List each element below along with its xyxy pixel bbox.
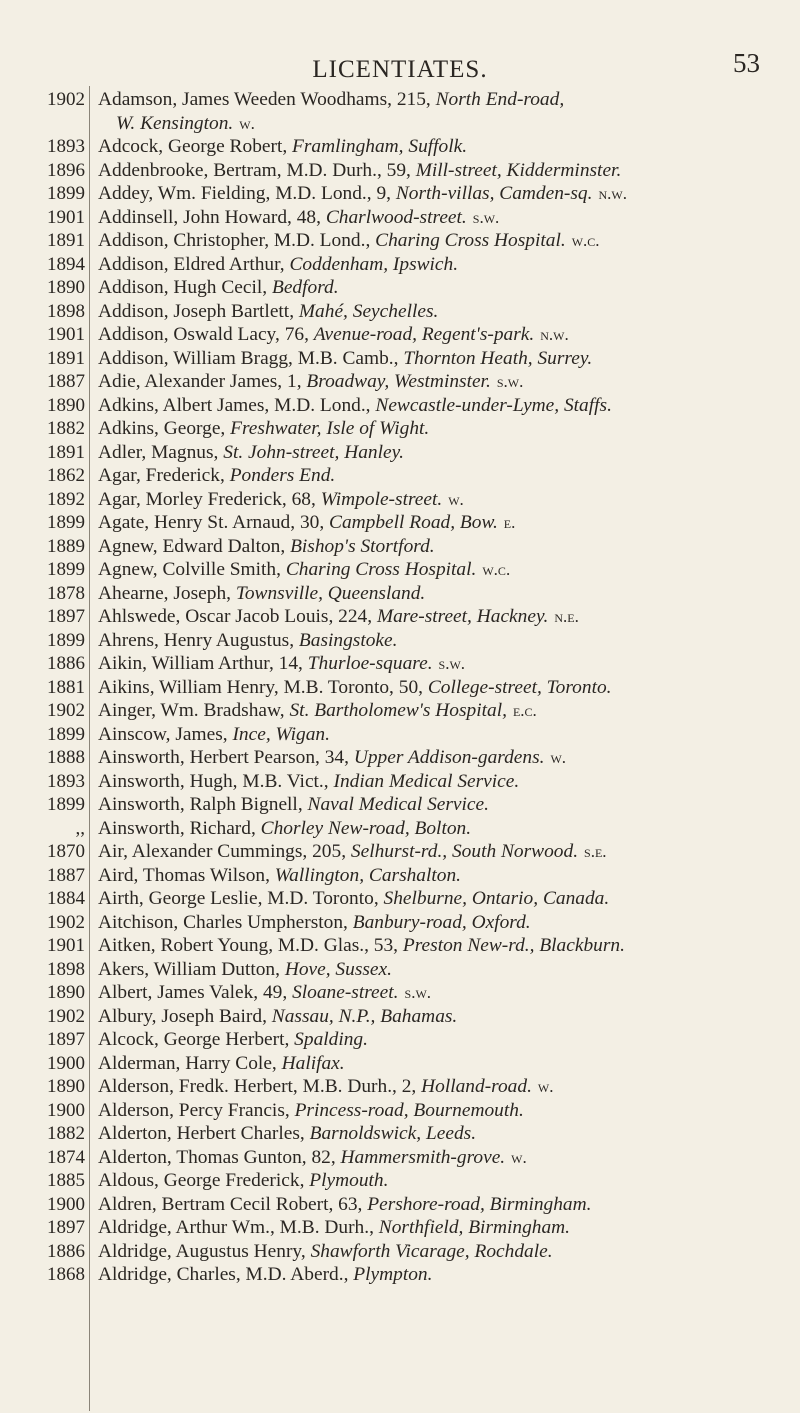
entry-name: Adler, Magnus, bbox=[98, 441, 224, 463]
entry-address: St. John-street, Hanley. bbox=[223, 441, 405, 463]
entry-address: Halifax. bbox=[281, 1052, 345, 1074]
year-cell: 1899 bbox=[47, 723, 85, 745]
year-cell: 1862 bbox=[47, 465, 85, 486]
year-cell: 1900 bbox=[47, 1099, 85, 1121]
entry-row bbox=[98, 253, 788, 277]
entry-name: Alderson, Percy Francis, bbox=[98, 1099, 295, 1121]
entry-address: Holland-road. bbox=[421, 1076, 532, 1097]
year-cell: 1889 bbox=[47, 535, 85, 557]
entry-row bbox=[98, 1099, 788, 1123]
entry-address: Spalding. bbox=[294, 1029, 368, 1050]
entry-address: Campbell Road, Bow. bbox=[329, 512, 498, 533]
entry-address: Coddenham, Ipswich. bbox=[289, 253, 459, 275]
year-cell: 1888 bbox=[47, 747, 85, 768]
year-cell: 1901 bbox=[47, 206, 85, 228]
entry-address: Selhurst-rd., South Norwood. bbox=[350, 841, 579, 862]
entry-row bbox=[98, 1216, 788, 1240]
year-cell: 1897 bbox=[47, 1029, 85, 1050]
entry-row bbox=[98, 840, 788, 864]
entry-address: Broadway, Westminster. bbox=[306, 371, 491, 392]
entry-name: Ahearne, Joseph, bbox=[98, 582, 236, 604]
year-cell: 1899 bbox=[47, 559, 85, 580]
entry-address: Chorley New-road, Bolton. bbox=[260, 817, 472, 839]
entry-name: Adie, Alexander James, 1, bbox=[98, 371, 307, 392]
entry-row bbox=[98, 1075, 788, 1099]
entry-address: Plymouth. bbox=[309, 1170, 389, 1191]
year-cell: 1887 bbox=[47, 864, 85, 886]
entry-row bbox=[98, 582, 788, 606]
year-cell: 1890 bbox=[47, 982, 85, 1003]
entry-row bbox=[98, 770, 788, 794]
entry-name: Agate, Henry St. Arnaud, 30, bbox=[98, 512, 330, 533]
entry-row bbox=[98, 88, 788, 112]
entry-name: Aldridge, Charles, M.D. Aberd., bbox=[98, 1264, 354, 1285]
entry-address: Charing Cross Hospital. bbox=[285, 559, 477, 580]
entry-name: Aldridge, Augustus Henry, bbox=[98, 1240, 311, 1262]
entry-address: Thurloe-square. bbox=[307, 653, 433, 674]
year-cell: 1890 bbox=[47, 394, 85, 416]
entry-row bbox=[98, 135, 788, 159]
entry-district: w. bbox=[448, 489, 464, 509]
year-cell: 1892 bbox=[47, 488, 85, 510]
entry-district: w. bbox=[550, 748, 567, 767]
entry-row bbox=[98, 488, 788, 512]
entry-district: s.w. bbox=[496, 372, 524, 391]
entry-row bbox=[98, 159, 788, 183]
entry-name: Agnew, Colville Smith, bbox=[98, 559, 286, 580]
year-cell: 1868 bbox=[47, 1264, 85, 1285]
entry-address: Shelburne, Ontario, Canada. bbox=[383, 888, 610, 909]
entry-address: Shawforth Vicarage, Rochdale. bbox=[310, 1240, 553, 1262]
year-cell: 1901 bbox=[47, 935, 85, 956]
entry-row bbox=[98, 206, 788, 230]
entry-row bbox=[98, 699, 788, 723]
entry-row bbox=[98, 629, 788, 653]
entry-address: Ince, Wigan. bbox=[232, 723, 330, 745]
entry-district: n.w. bbox=[598, 184, 627, 203]
entry-name: Adamson, James Weeden Woodhams, 215, bbox=[98, 89, 436, 110]
entry-row bbox=[98, 464, 788, 488]
entry-name: Ainsworth, Ralph Bignell, bbox=[98, 794, 308, 815]
year-cell: 1900 bbox=[47, 1052, 85, 1074]
entry-row bbox=[98, 746, 788, 770]
entry-district: s.w. bbox=[438, 654, 466, 673]
year-cell: 1882 bbox=[47, 1123, 85, 1144]
entry-row bbox=[98, 323, 788, 347]
year-cell: 1901 bbox=[47, 324, 85, 345]
entry-address: St. Bartholomew's Hospital, bbox=[289, 700, 507, 721]
entry-address: Bishop's Stortford. bbox=[290, 535, 435, 557]
entry-name: Ainsworth, Herbert Pearson, 34, bbox=[98, 747, 354, 768]
entry-district: w.c. bbox=[482, 560, 511, 579]
entry-row bbox=[98, 958, 788, 982]
year-cell: 1897 bbox=[47, 1217, 85, 1238]
year-cell: 1874 bbox=[47, 1146, 85, 1168]
year-cell: 1887 bbox=[47, 371, 85, 392]
entry-name: Ainscow, James, bbox=[98, 723, 233, 745]
year-cell: 1899 bbox=[47, 629, 85, 651]
entry-row bbox=[98, 511, 788, 535]
entry-name: Ahrens, Henry Augustus, bbox=[98, 629, 299, 651]
entry-name: Addison, Eldred Arthur, bbox=[98, 253, 290, 275]
entry-address: Bedford. bbox=[271, 277, 339, 298]
entry-address: Barnoldswick, Leeds. bbox=[309, 1123, 477, 1144]
entry-row bbox=[98, 1240, 788, 1264]
entry-address: Hove, Sussex. bbox=[284, 958, 392, 980]
entry-name: Agnew, Edward Dalton, bbox=[98, 535, 291, 557]
entry-district: w. bbox=[537, 1077, 554, 1096]
entry-address: Charlwood-street. bbox=[325, 206, 467, 228]
entry-row bbox=[98, 112, 788, 136]
entry-name: Ainsworth, Hugh, M.B. Vict., bbox=[98, 770, 334, 792]
entry-row bbox=[98, 394, 788, 418]
entry-address: Basingstoke. bbox=[298, 629, 398, 651]
entry-row bbox=[98, 276, 788, 300]
entry-district: s.e. bbox=[584, 842, 607, 861]
year-cell: 1891 bbox=[47, 441, 85, 463]
entry-row bbox=[98, 817, 788, 841]
entry-district: w. bbox=[239, 113, 255, 133]
year-cell: 1894 bbox=[47, 253, 85, 275]
entry-row bbox=[98, 1263, 788, 1287]
entry-row bbox=[98, 1028, 788, 1052]
entry-row bbox=[98, 793, 788, 817]
entry-name: Aikins, William Henry, M.B. Toronto, 50, bbox=[98, 676, 428, 698]
entry-name: Aldous, George Frederick, bbox=[98, 1170, 310, 1191]
year-cell: 1899 bbox=[47, 512, 85, 533]
entry-name: Aird, Thomas Wilson, bbox=[98, 864, 275, 886]
page-number: 53 bbox=[733, 48, 760, 78]
entry-district: w. bbox=[511, 1147, 527, 1167]
entry-row bbox=[98, 723, 788, 747]
entry-row bbox=[98, 1052, 788, 1076]
entry-address: Framlingham, Suffolk. bbox=[292, 136, 468, 157]
year-cell: 1878 bbox=[47, 582, 85, 604]
entry-row bbox=[98, 605, 788, 629]
entry-district: n.w. bbox=[540, 325, 569, 344]
entry-address: Freshwater, Isle of Wight. bbox=[230, 418, 430, 439]
entry-name: Alderson, Fredk. Herbert, M.B. Durh., 2, bbox=[98, 1076, 422, 1097]
entry-district: e.c. bbox=[512, 701, 537, 720]
year-cell: 1898 bbox=[47, 300, 85, 322]
entry-address: Hammersmith-grove. bbox=[340, 1146, 506, 1168]
year-cell: 1893 bbox=[47, 136, 85, 157]
year-cell: 1893 bbox=[47, 770, 85, 792]
year-cell: 1886 bbox=[47, 653, 85, 674]
year-cell: 1902 bbox=[47, 911, 85, 933]
entry-address: Indian Medical Service. bbox=[333, 770, 520, 792]
entry-address: Banbury-road, Oxford. bbox=[352, 911, 531, 933]
entry-name: Adkins, George, bbox=[98, 418, 231, 439]
entry-row bbox=[98, 911, 788, 935]
entry-name: Ahlswede, Oscar Jacob Louis, 224, bbox=[98, 606, 377, 627]
entry-row bbox=[98, 417, 788, 441]
entry-name: Akers, William Dutton, bbox=[98, 958, 285, 980]
year-column bbox=[41, 88, 85, 1287]
entry-name: Addison, Hugh Cecil, bbox=[98, 277, 272, 298]
entry-row bbox=[98, 347, 788, 371]
year-cell: 1897 bbox=[47, 606, 85, 627]
entry-name: Alcock, George Herbert, bbox=[98, 1029, 295, 1050]
entry-address: Townsville, Queensland. bbox=[235, 582, 426, 604]
entry-name: Aikin, William Arthur, 14, bbox=[98, 653, 308, 674]
entry-address: Mahé, Seychelles. bbox=[298, 300, 439, 322]
running-title: LICENTIATES. bbox=[312, 56, 488, 83]
entry-address: Newcastle-under-Lyme, Staffs. bbox=[375, 394, 612, 416]
entry-name: Alderton, Herbert Charles, bbox=[98, 1123, 310, 1144]
year-cell: 1890 bbox=[47, 1076, 85, 1097]
entry-row bbox=[98, 1169, 788, 1193]
entry-address: Preston New-rd., Blackburn. bbox=[402, 935, 625, 956]
year-cell: 1886 bbox=[47, 1240, 85, 1262]
entry-address: North End-road, bbox=[435, 89, 565, 110]
entry-name: Addinsell, John Howard, 48, bbox=[98, 206, 326, 228]
entry-name: Adkins, Albert James, M.D. Lond., bbox=[98, 394, 376, 416]
year-cell: 1884 bbox=[47, 888, 85, 909]
entry-address: Upper Addison-gardens. bbox=[353, 747, 545, 768]
entry-name: Addison, Joseph Bartlett, bbox=[98, 300, 299, 322]
entry-district: w.c. bbox=[571, 231, 600, 250]
year-cell: 1896 bbox=[47, 159, 85, 181]
year-cell: 1891 bbox=[47, 347, 85, 369]
entry-address: Northfield, Birmingham. bbox=[378, 1217, 571, 1238]
entry-address: Mare-street, Hackney. bbox=[376, 606, 549, 627]
entry-row bbox=[98, 1193, 788, 1217]
entry-address: Mill-street, Kidderminster. bbox=[415, 159, 622, 181]
entry-name: Addison, Christopher, M.D. Lond., bbox=[98, 230, 376, 251]
entry-row bbox=[98, 182, 788, 206]
entry-row bbox=[98, 981, 788, 1005]
entry-name: Aldridge, Arthur Wm., M.B. Durh., bbox=[98, 1217, 379, 1238]
entry-name: Agar, Frederick, bbox=[98, 465, 230, 486]
year-cell: 1870 bbox=[47, 841, 85, 862]
entry-address: W. Kensington. bbox=[116, 112, 234, 134]
entry-address: Sloane-street. bbox=[292, 982, 399, 1003]
year-cell: 1881 bbox=[47, 676, 85, 698]
entry-row bbox=[98, 934, 788, 958]
entry-name: Addenbrooke, Bertram, M.D. Durh., 59, bbox=[98, 159, 416, 181]
entry-district: e. bbox=[503, 513, 516, 532]
entry-name: Alderman, Harry Cole, bbox=[98, 1052, 282, 1074]
entry-address: Wimpole-street. bbox=[320, 488, 443, 510]
entry-name: Adcock, George Robert, bbox=[98, 136, 293, 157]
entry-row bbox=[98, 864, 788, 888]
year-cell: 1902 bbox=[47, 89, 85, 110]
entry-address: Naval Medical Service. bbox=[307, 794, 489, 815]
year-cell: 1900 bbox=[47, 1193, 85, 1215]
entry-row bbox=[98, 1122, 788, 1146]
year-cell: 1899 bbox=[47, 794, 85, 815]
entry-district: n.e. bbox=[554, 607, 579, 626]
year-cell bbox=[41, 112, 85, 136]
entry-address: Wallington, Carshalton. bbox=[274, 864, 462, 886]
entry-name: Addison, Oswald Lacy, 76, bbox=[98, 324, 314, 345]
year-cell: 1891 bbox=[47, 230, 85, 251]
entry-name: Airth, George Leslie, M.D. Toronto, bbox=[98, 888, 384, 909]
entry-name: Aitken, Robert Young, M.D. Glas., 53, bbox=[98, 935, 403, 956]
year-cell: 1890 bbox=[47, 277, 85, 298]
entry-name: Albury, Joseph Baird, bbox=[98, 1005, 272, 1027]
entry-district: s.w. bbox=[472, 207, 500, 227]
entry-name: Albert, James Valek, 49, bbox=[98, 982, 293, 1003]
entry-row bbox=[98, 300, 788, 324]
entry-address: North-villas, Camden-sq. bbox=[395, 183, 593, 204]
entry-address: Thornton Heath, Surrey. bbox=[403, 347, 593, 369]
entry-address: Ponders End. bbox=[229, 465, 336, 486]
year-cell: 1899 bbox=[47, 183, 85, 204]
entry-name: Agar, Morley Frederick, 68, bbox=[98, 488, 321, 510]
entry-name: Ainger, Wm. Bradshaw, bbox=[98, 700, 290, 721]
entry-row bbox=[98, 535, 788, 559]
entry-address: College-street, Toronto. bbox=[427, 676, 612, 698]
entry-name: Alderton, Thomas Gunton, 82, bbox=[98, 1146, 341, 1168]
entry-address: Nassau, N.P., Bahamas. bbox=[271, 1005, 458, 1027]
entry-address: Pershore-road, Birmingham. bbox=[367, 1193, 592, 1215]
entry-row bbox=[98, 676, 788, 700]
entry-district: s.w. bbox=[404, 983, 432, 1002]
entry-address: Plympton. bbox=[353, 1264, 433, 1285]
entry-name: Ainsworth, Richard, bbox=[98, 817, 261, 839]
entry-row bbox=[98, 229, 788, 253]
entry-row bbox=[98, 652, 788, 676]
entry-address: Charing Cross Hospital. bbox=[375, 230, 566, 251]
entry-name: Aitchison, Charles Umpherston, bbox=[98, 911, 353, 933]
entry-row bbox=[98, 1146, 788, 1170]
entry-name: Aldren, Bertram Cecil Robert, 63, bbox=[98, 1193, 368, 1215]
entry-name: Air, Alexander Cummings, 205, bbox=[98, 841, 351, 862]
entry-row bbox=[98, 887, 788, 911]
year-cell: 1882 bbox=[47, 418, 85, 439]
entry-address: Princess-road, Bournemouth. bbox=[294, 1099, 524, 1121]
entry-name: Addey, Wm. Fielding, M.D. Lond., 9, bbox=[98, 183, 396, 204]
year-cell: 1885 bbox=[47, 1170, 85, 1191]
entry-row bbox=[98, 441, 788, 465]
entry-row bbox=[98, 370, 788, 394]
entry-name: Addison, William Bragg, M.B. Camb., bbox=[98, 347, 404, 369]
page-header bbox=[0, 48, 800, 88]
year-cell: 1902 bbox=[47, 1005, 85, 1027]
entry-address: Avenue-road, Regent's-park. bbox=[313, 324, 535, 345]
entry-row bbox=[98, 558, 788, 582]
entry-column bbox=[98, 88, 788, 1287]
year-cell: 1898 bbox=[47, 958, 85, 980]
column-divider bbox=[89, 86, 90, 1411]
entry-row bbox=[98, 1005, 788, 1029]
year-cell: ,, bbox=[75, 817, 85, 839]
year-cell: 1902 bbox=[47, 700, 85, 721]
